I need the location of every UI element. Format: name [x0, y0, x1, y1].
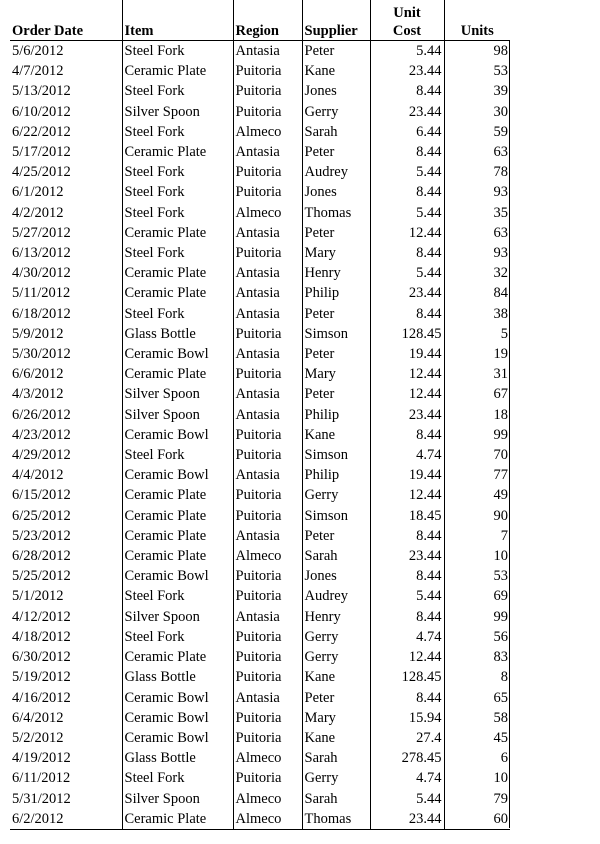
table-row	[10, 304, 510, 324]
cell-item: Glass Bottle	[122, 748, 233, 768]
cell-units: 39	[444, 81, 510, 101]
cell-unit-cost: 8.44	[370, 81, 444, 101]
cell-item: Ceramic Plate	[122, 546, 233, 566]
cell-supplier: Sarah	[302, 546, 370, 566]
cell-unit-cost: 12.44	[370, 384, 444, 404]
cell-unit-cost: 8.44	[370, 142, 444, 162]
cell-order-date: 4/16/2012	[12, 689, 71, 706]
header-row	[10, 0, 510, 41]
table-row	[10, 708, 510, 728]
cell-unit-cost: 278.45	[370, 748, 444, 768]
cell-order-date: 5/6/2012	[12, 43, 64, 59]
cell-region: Puitoria	[233, 728, 302, 748]
table-row	[10, 688, 510, 708]
cell-item: Ceramic Plate	[122, 526, 233, 546]
cell-unit-cost: 5.44	[370, 203, 444, 223]
cell-unit-cost: 23.44	[370, 61, 444, 81]
cell-item: Silver Spoon	[122, 607, 233, 627]
cell-order-date: 5/11/2012	[12, 285, 71, 302]
cell-supplier: Mary	[302, 364, 370, 384]
cell-units: 5	[444, 324, 510, 344]
cell-unit-cost: 15.94	[370, 708, 444, 728]
cell-unit-cost: 8.44	[370, 526, 444, 546]
cell-unit-cost: 128.45	[370, 667, 444, 687]
cell-region: Puitoria	[233, 425, 302, 445]
cell-units: 99	[444, 607, 510, 627]
cell-units: 30	[444, 102, 510, 122]
cell-unit-cost: 8.44	[370, 182, 444, 202]
cell-unit-cost: 8.44	[370, 425, 444, 445]
cell-unit-cost: 8.44	[370, 607, 444, 627]
cell-item: Silver Spoon	[122, 789, 233, 809]
cell-item: Ceramic Plate	[122, 485, 233, 505]
cell-item: Ceramic Bowl	[122, 465, 233, 485]
cell-supplier: Thomas	[302, 809, 370, 830]
cell-region: Puitoria	[233, 586, 302, 606]
cell-units: 56	[444, 627, 510, 647]
cell-region: Antasia	[233, 142, 302, 162]
cell-units: 49	[444, 485, 510, 505]
cell-region: Puitoria	[233, 162, 302, 182]
cell-order-date: 4/2/2012	[12, 204, 64, 221]
cell-region: Puitoria	[233, 647, 302, 667]
header-unit-cost	[370, 0, 444, 41]
cell-unit-cost: 27.4	[370, 728, 444, 748]
table-row	[10, 586, 510, 606]
cell-units: 19	[444, 344, 510, 364]
cell-item: Silver Spoon	[122, 102, 233, 122]
cell-order-date: 5/17/2012	[12, 144, 71, 161]
table-row	[10, 506, 510, 526]
cell-units: 31	[444, 364, 510, 384]
cell-units: 35	[444, 203, 510, 223]
cell-item: Steel Fork	[122, 768, 233, 788]
cell-supplier: Henry	[302, 263, 370, 283]
cell-unit-cost: 19.44	[370, 344, 444, 364]
cell-item: Steel Fork	[122, 182, 233, 202]
cell-region: Almeco	[233, 748, 302, 768]
cell-supplier: Philip	[302, 405, 370, 425]
table-row	[10, 102, 510, 122]
cell-order-date: 6/1/2012	[12, 184, 64, 201]
cell-region: Puitoria	[233, 708, 302, 728]
cell-region: Almeco	[233, 789, 302, 809]
cell-region: Antasia	[233, 263, 302, 283]
table-row	[10, 81, 510, 101]
cell-units: 60	[444, 809, 510, 830]
cell-item: Steel Fork	[122, 627, 233, 647]
cell-supplier: Simson	[302, 506, 370, 526]
cell-unit-cost: 128.45	[370, 324, 444, 344]
cell-order-date: 5/9/2012	[12, 325, 64, 342]
cell-order-date: 6/18/2012	[12, 305, 71, 322]
cell-item: Ceramic Bowl	[122, 688, 233, 708]
table-row	[10, 405, 510, 425]
cell-supplier: Mary	[302, 243, 370, 263]
cell-region: Puitoria	[233, 182, 302, 202]
cell-units: 63	[444, 223, 510, 243]
table-row	[10, 809, 510, 830]
cell-unit-cost: 4.74	[370, 768, 444, 788]
cell-item: Ceramic Plate	[122, 61, 233, 81]
cell-units: 58	[444, 708, 510, 728]
cell-supplier: Peter	[302, 142, 370, 162]
cell-order-date: 4/7/2012	[12, 63, 64, 80]
cell-units: 93	[444, 182, 510, 202]
cell-order-date: 4/18/2012	[12, 628, 71, 645]
cell-supplier: Mary	[302, 708, 370, 728]
cell-supplier: Simson	[302, 324, 370, 344]
cell-unit-cost: 12.44	[370, 647, 444, 667]
cell-unit-cost: 23.44	[370, 102, 444, 122]
cell-unit-cost: 4.74	[370, 445, 444, 465]
cell-region: Antasia	[233, 465, 302, 485]
cell-supplier: Gerry	[302, 485, 370, 505]
cell-order-date: 6/6/2012	[12, 366, 64, 383]
table-row	[10, 768, 510, 788]
cell-unit-cost: 23.44	[370, 809, 444, 830]
cell-region: Puitoria	[233, 61, 302, 81]
cell-region: Antasia	[233, 607, 302, 627]
cell-item: Steel Fork	[122, 81, 233, 101]
cell-supplier: Gerry	[302, 768, 370, 788]
cell-region: Almeco	[233, 122, 302, 142]
cell-order-date: 4/12/2012	[12, 608, 71, 625]
table-row	[10, 627, 510, 647]
cell-item: Silver Spoon	[122, 405, 233, 425]
cell-order-date: 6/28/2012	[12, 548, 71, 565]
cell-item: Steel Fork	[122, 203, 233, 223]
cell-supplier: Kane	[302, 61, 370, 81]
cell-supplier: Peter	[302, 688, 370, 708]
table-row	[10, 728, 510, 748]
cell-supplier: Simson	[302, 445, 370, 465]
cell-unit-cost: 23.44	[370, 283, 444, 303]
orders-table	[10, 0, 510, 830]
cell-units: 18	[444, 405, 510, 425]
cell-units: 84	[444, 283, 510, 303]
table-row	[10, 425, 510, 445]
cell-region: Puitoria	[233, 627, 302, 647]
cell-units: 65	[444, 688, 510, 708]
cell-region: Puitoria	[233, 667, 302, 687]
cell-item: Ceramic Bowl	[122, 344, 233, 364]
table-row	[10, 283, 510, 303]
cell-unit-cost: 8.44	[370, 304, 444, 324]
cell-unit-cost: 23.44	[370, 546, 444, 566]
cell-order-date: 4/3/2012	[12, 386, 64, 403]
cell-item: Ceramic Bowl	[122, 728, 233, 748]
cell-units: 79	[444, 789, 510, 809]
cell-unit-cost: 6.44	[370, 122, 444, 142]
cell-supplier: Philip	[302, 283, 370, 303]
cell-supplier: Sarah	[302, 789, 370, 809]
cell-units: 53	[444, 61, 510, 81]
table-row	[10, 748, 510, 768]
cell-order-date: 4/23/2012	[12, 426, 71, 443]
cell-supplier: Philip	[302, 465, 370, 485]
cell-unit-cost: 23.44	[370, 405, 444, 425]
cell-region: Antasia	[233, 688, 302, 708]
cell-units: 38	[444, 304, 510, 324]
table-row	[10, 122, 510, 142]
cell-item: Glass Bottle	[122, 667, 233, 687]
cell-item: Ceramic Plate	[122, 142, 233, 162]
table-row	[10, 344, 510, 364]
cell-order-date: 6/15/2012	[12, 487, 71, 504]
cell-units: 93	[444, 243, 510, 263]
table-row	[10, 667, 510, 687]
cell-region: Puitoria	[233, 81, 302, 101]
cell-supplier: Jones	[302, 566, 370, 586]
cell-units: 32	[444, 263, 510, 283]
cell-region: Puitoria	[233, 445, 302, 465]
cell-unit-cost: 8.44	[370, 243, 444, 263]
table-row	[10, 566, 510, 586]
cell-units: 69	[444, 586, 510, 606]
cell-order-date: 6/22/2012	[12, 123, 71, 140]
cell-order-date: 6/4/2012	[12, 709, 64, 726]
cell-item: Ceramic Bowl	[122, 566, 233, 586]
cell-supplier: Sarah	[302, 748, 370, 768]
cell-item: Ceramic Plate	[122, 283, 233, 303]
cell-supplier: Gerry	[302, 647, 370, 667]
cell-units: 98	[444, 41, 510, 62]
cell-item: Steel Fork	[122, 41, 233, 62]
cell-region: Antasia	[233, 41, 302, 62]
cell-order-date: 4/29/2012	[12, 447, 71, 464]
cell-supplier: Kane	[302, 728, 370, 748]
header-unit-cost-label: Unit Cost	[392, 5, 422, 39]
cell-region: Antasia	[233, 304, 302, 324]
cell-region: Almeco	[233, 203, 302, 223]
table-row	[10, 607, 510, 627]
cell-unit-cost: 12.44	[370, 223, 444, 243]
cell-item: Ceramic Plate	[122, 223, 233, 243]
table-row	[10, 789, 510, 809]
cell-units: 83	[444, 647, 510, 667]
cell-region: Puitoria	[233, 485, 302, 505]
cell-unit-cost: 4.74	[370, 627, 444, 647]
header-region: Region	[233, 0, 302, 41]
cell-units: 10	[444, 768, 510, 788]
cell-region: Antasia	[233, 223, 302, 243]
table-row	[10, 324, 510, 344]
table-row	[10, 61, 510, 81]
cell-supplier: Audrey	[302, 162, 370, 182]
table-row	[10, 41, 510, 62]
cell-units: 10	[444, 546, 510, 566]
cell-order-date: 5/23/2012	[12, 527, 71, 544]
table-row	[10, 485, 510, 505]
cell-order-date: 6/25/2012	[12, 507, 71, 524]
table-row	[10, 263, 510, 283]
table-body	[10, 41, 510, 830]
cell-order-date: 6/2/2012	[10, 809, 122, 830]
cell-unit-cost: 5.44	[370, 586, 444, 606]
cell-region: Almeco	[233, 546, 302, 566]
cell-item: Ceramic Plate	[122, 263, 233, 283]
cell-supplier: Peter	[302, 344, 370, 364]
cell-supplier: Jones	[302, 81, 370, 101]
cell-region: Puitoria	[233, 566, 302, 586]
cell-supplier: Peter	[302, 41, 370, 62]
table-row	[10, 142, 510, 162]
cell-order-date: 4/30/2012	[12, 265, 71, 282]
cell-order-date: 4/4/2012	[12, 467, 64, 484]
cell-order-date: 5/25/2012	[12, 568, 71, 585]
cell-order-date: 5/19/2012	[12, 669, 71, 686]
cell-order-date: 5/1/2012	[12, 588, 64, 605]
cell-unit-cost: 5.44	[370, 789, 444, 809]
table-row	[10, 445, 510, 465]
cell-item: Steel Fork	[122, 162, 233, 182]
cell-supplier: Peter	[302, 304, 370, 324]
cell-order-date: 6/26/2012	[12, 406, 71, 423]
cell-supplier: Jones	[302, 182, 370, 202]
cell-units: 59	[444, 122, 510, 142]
cell-unit-cost: 8.44	[370, 566, 444, 586]
cell-order-date: 5/13/2012	[12, 83, 71, 100]
cell-supplier: Peter	[302, 526, 370, 546]
cell-unit-cost: 8.44	[370, 688, 444, 708]
cell-item: Ceramic Plate	[122, 506, 233, 526]
cell-units: 99	[444, 425, 510, 445]
cell-item: Steel Fork	[122, 122, 233, 142]
cell-order-date: 6/11/2012	[12, 770, 71, 787]
cell-supplier: Kane	[302, 667, 370, 687]
cell-item: Steel Fork	[122, 445, 233, 465]
cell-region: Antasia	[233, 405, 302, 425]
cell-units: 90	[444, 506, 510, 526]
cell-order-date: 6/30/2012	[12, 649, 71, 666]
cell-order-date: 5/27/2012	[12, 224, 71, 241]
cell-item: Ceramic Plate	[122, 809, 233, 830]
cell-item: Steel Fork	[122, 304, 233, 324]
cell-supplier: Sarah	[302, 122, 370, 142]
table-row	[10, 647, 510, 667]
table-row	[10, 384, 510, 404]
cell-order-date: 5/2/2012	[12, 729, 64, 746]
table-row	[10, 162, 510, 182]
cell-units: 67	[444, 384, 510, 404]
cell-units: 70	[444, 445, 510, 465]
cell-order-date: 4/25/2012	[12, 164, 71, 181]
cell-order-date: 6/13/2012	[12, 245, 71, 262]
cell-item: Ceramic Bowl	[122, 708, 233, 728]
cell-units: 78	[444, 162, 510, 182]
cell-unit-cost: 5.44	[370, 41, 444, 62]
cell-order-date: 6/10/2012	[12, 103, 71, 120]
cell-unit-cost: 12.44	[370, 364, 444, 384]
table-row	[10, 465, 510, 485]
cell-region: Puitoria	[233, 364, 302, 384]
cell-region: Puitoria	[233, 243, 302, 263]
table-right-border	[509, 40, 510, 828]
cell-item: Steel Fork	[122, 243, 233, 263]
table-row	[10, 203, 510, 223]
table-row	[10, 182, 510, 202]
table-row	[10, 526, 510, 546]
cell-units: 63	[444, 142, 510, 162]
cell-units: 6	[444, 748, 510, 768]
cell-units: 7	[444, 526, 510, 546]
cell-region: Puitoria	[233, 768, 302, 788]
cell-supplier: Gerry	[302, 627, 370, 647]
header-item: Item	[122, 0, 233, 41]
cell-supplier: Peter	[302, 223, 370, 243]
cell-supplier: Peter	[302, 384, 370, 404]
cell-region: Antasia	[233, 384, 302, 404]
header-units: Units	[444, 0, 510, 41]
cell-units: 45	[444, 728, 510, 748]
cell-item: Ceramic Bowl	[122, 425, 233, 445]
table-row	[10, 546, 510, 566]
header-order-date: Order Date	[10, 0, 122, 41]
cell-unit-cost: 12.44	[370, 485, 444, 505]
cell-units: 77	[444, 465, 510, 485]
cell-supplier: Kane	[302, 425, 370, 445]
cell-supplier: Audrey	[302, 586, 370, 606]
cell-units: 53	[444, 566, 510, 586]
cell-region: Puitoria	[233, 102, 302, 122]
table-row	[10, 364, 510, 384]
cell-item: Steel Fork	[122, 586, 233, 606]
table-row	[10, 243, 510, 263]
cell-order-date: 5/31/2012	[12, 790, 71, 807]
cell-region: Antasia	[233, 526, 302, 546]
cell-order-date: 5/30/2012	[12, 346, 71, 363]
cell-unit-cost: 5.44	[370, 162, 444, 182]
cell-item: Ceramic Plate	[122, 364, 233, 384]
cell-unit-cost: 18.45	[370, 506, 444, 526]
cell-region: Puitoria	[233, 324, 302, 344]
cell-supplier: Henry	[302, 607, 370, 627]
header-supplier: Supplier	[302, 0, 370, 41]
cell-region: Antasia	[233, 344, 302, 364]
cell-units: 8	[444, 667, 510, 687]
cell-region: Almeco	[233, 809, 302, 830]
cell-item: Glass Bottle	[122, 324, 233, 344]
cell-supplier: Thomas	[302, 203, 370, 223]
cell-region: Antasia	[233, 283, 302, 303]
cell-item: Silver Spoon	[122, 384, 233, 404]
cell-unit-cost: 5.44	[370, 263, 444, 283]
cell-item: Ceramic Plate	[122, 647, 233, 667]
cell-region: Puitoria	[233, 506, 302, 526]
cell-order-date: 4/19/2012	[12, 750, 71, 767]
cell-unit-cost: 19.44	[370, 465, 444, 485]
cell-supplier: Gerry	[302, 102, 370, 122]
table-row	[10, 223, 510, 243]
